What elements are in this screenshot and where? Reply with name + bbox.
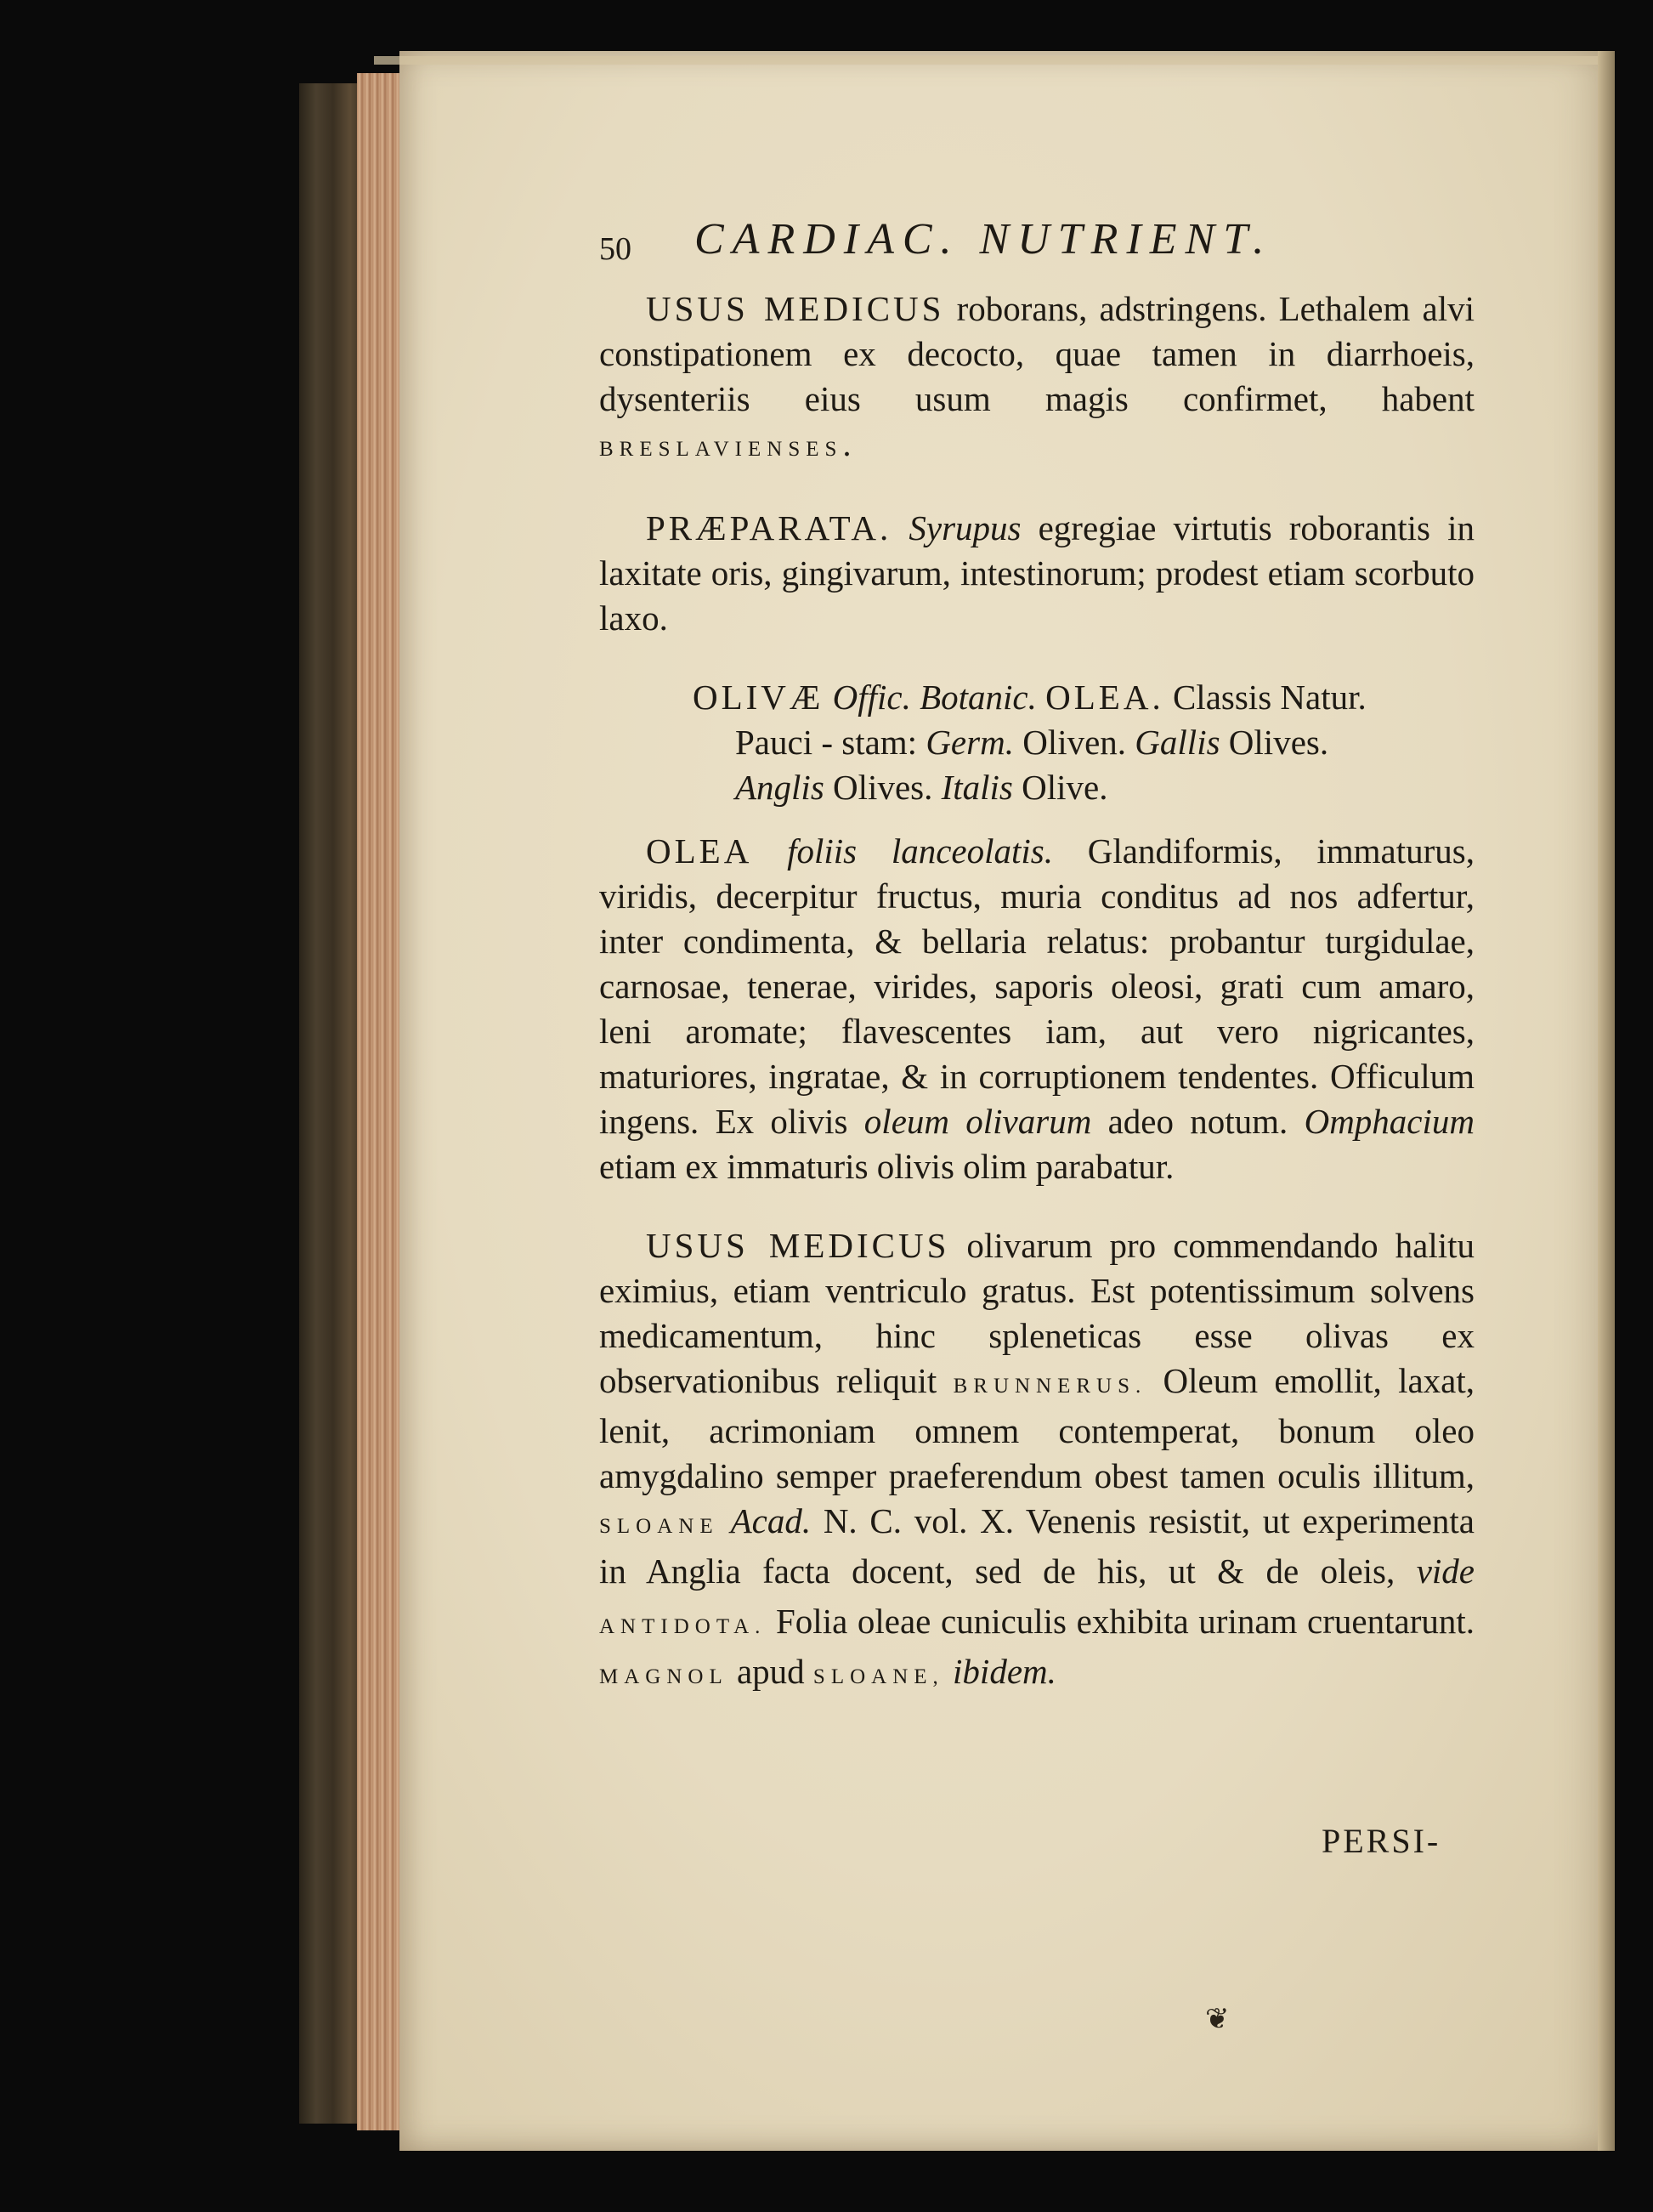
entry-line-1: OLIVÆ Offic. Botanic. OLEA. Classis Natur.	[693, 678, 1367, 717]
author-name: BRUNNERUS.	[953, 1375, 1147, 1398]
section-label: PRÆPARATA.	[646, 508, 892, 547]
section-label: USUS MEDICUS	[646, 1226, 950, 1265]
paragraph-praeparata	[599, 506, 1475, 641]
entry-line-2: Pauci - stam: Germ. Oliven. Gallis Olives.	[735, 723, 1329, 762]
ornament-icon: ❦	[1205, 2004, 1230, 2035]
entry-line-3: Anglis Olives. Italis Olive.	[735, 768, 1108, 807]
author-name: SLOANE,	[812, 1665, 944, 1688]
catchword: PERSI-	[1322, 1822, 1441, 1860]
running-head: CARDIAC. NUTRIENT.	[694, 215, 1273, 264]
author-name: MAGNOL	[599, 1665, 728, 1688]
page-header	[599, 217, 1475, 276]
italic-term: Syrupus	[909, 508, 1022, 547]
page-number: 50	[599, 231, 631, 267]
cross-reference: ANTIDOTA.	[599, 1615, 767, 1638]
entry-heading-olivae	[599, 675, 1475, 810]
paragraph-olea: OLEA foliis lanceolatis. Glandiformis, immaturus, viridis, decerpitur fructus, muria conditus ad nos adfertur, inter condimenta, & bellaria relatus: probantur turgidulae, carnosae, tenerae, virides, saporis oleosi, grati cum amaro, leni aromate; flavescentes iam, aut vero nigricantes, maturiores, ingratae, & in corruptionem tendentes. Officulum ingens. Ex olivis oleum olivarum adeo notum. Omphacium etiam ex immaturis olivis olim parabatur.	[599, 831, 1475, 1186]
paragraph-usus-medicus-1: USUS MEDICUS roborans, adstringens. Lethalem alvi constipationem ex decocto, quae tamen in diarrhoeis, dysenteriis eius usum magis confirmet, habent BRESLAVIENSES.	[599, 289, 1475, 463]
paragraph-usus-medicus-2: USUS MEDICUS olivarum pro commendando halitu eximius, etiam ventriculo gratus. Est potentissimum solvens medicamentum, hinc spleneticas esse olivas ex observationibus reliquit BRUNNERUS. Oleum emollit, laxat, lenit, acrimoniam omnem contemperat, bonum oleo amygdalino semper praeferendum obest tamen oculis illitum, SLOANE Acad. N. C. vol. X. Venenis resistit, ut experimenta in Anglia facta docent, sed de his, ut & de oleis, vide ANTIDOTA. Folia oleae cuniculis exhibita urinam cruentarunt. MAGNOL apud SLOANE, ibidem.	[599, 1226, 1475, 1691]
paragraph-text: egregiae virtutis roborantis in laxitate oris, gingivarum, intestinorum; prodest etiam scorbuto laxo.	[599, 508, 1475, 638]
page-top-edge	[374, 56, 1606, 65]
page-text	[599, 217, 1475, 1699]
page-right-edge	[1598, 51, 1615, 2151]
section-label: USUS MEDICUS	[646, 289, 945, 328]
section-label: OLEA	[646, 831, 753, 871]
author-name: BRESLAVIENSES	[599, 438, 843, 461]
author-name: SLOANE	[599, 1515, 719, 1538]
paragraph-text: roborans, adstringens. Lethalem alvi constipationem ex decocto, quae tamen in diarrhoeis, dysenteriis eius usum magis confirmet, habent	[599, 289, 1475, 418]
